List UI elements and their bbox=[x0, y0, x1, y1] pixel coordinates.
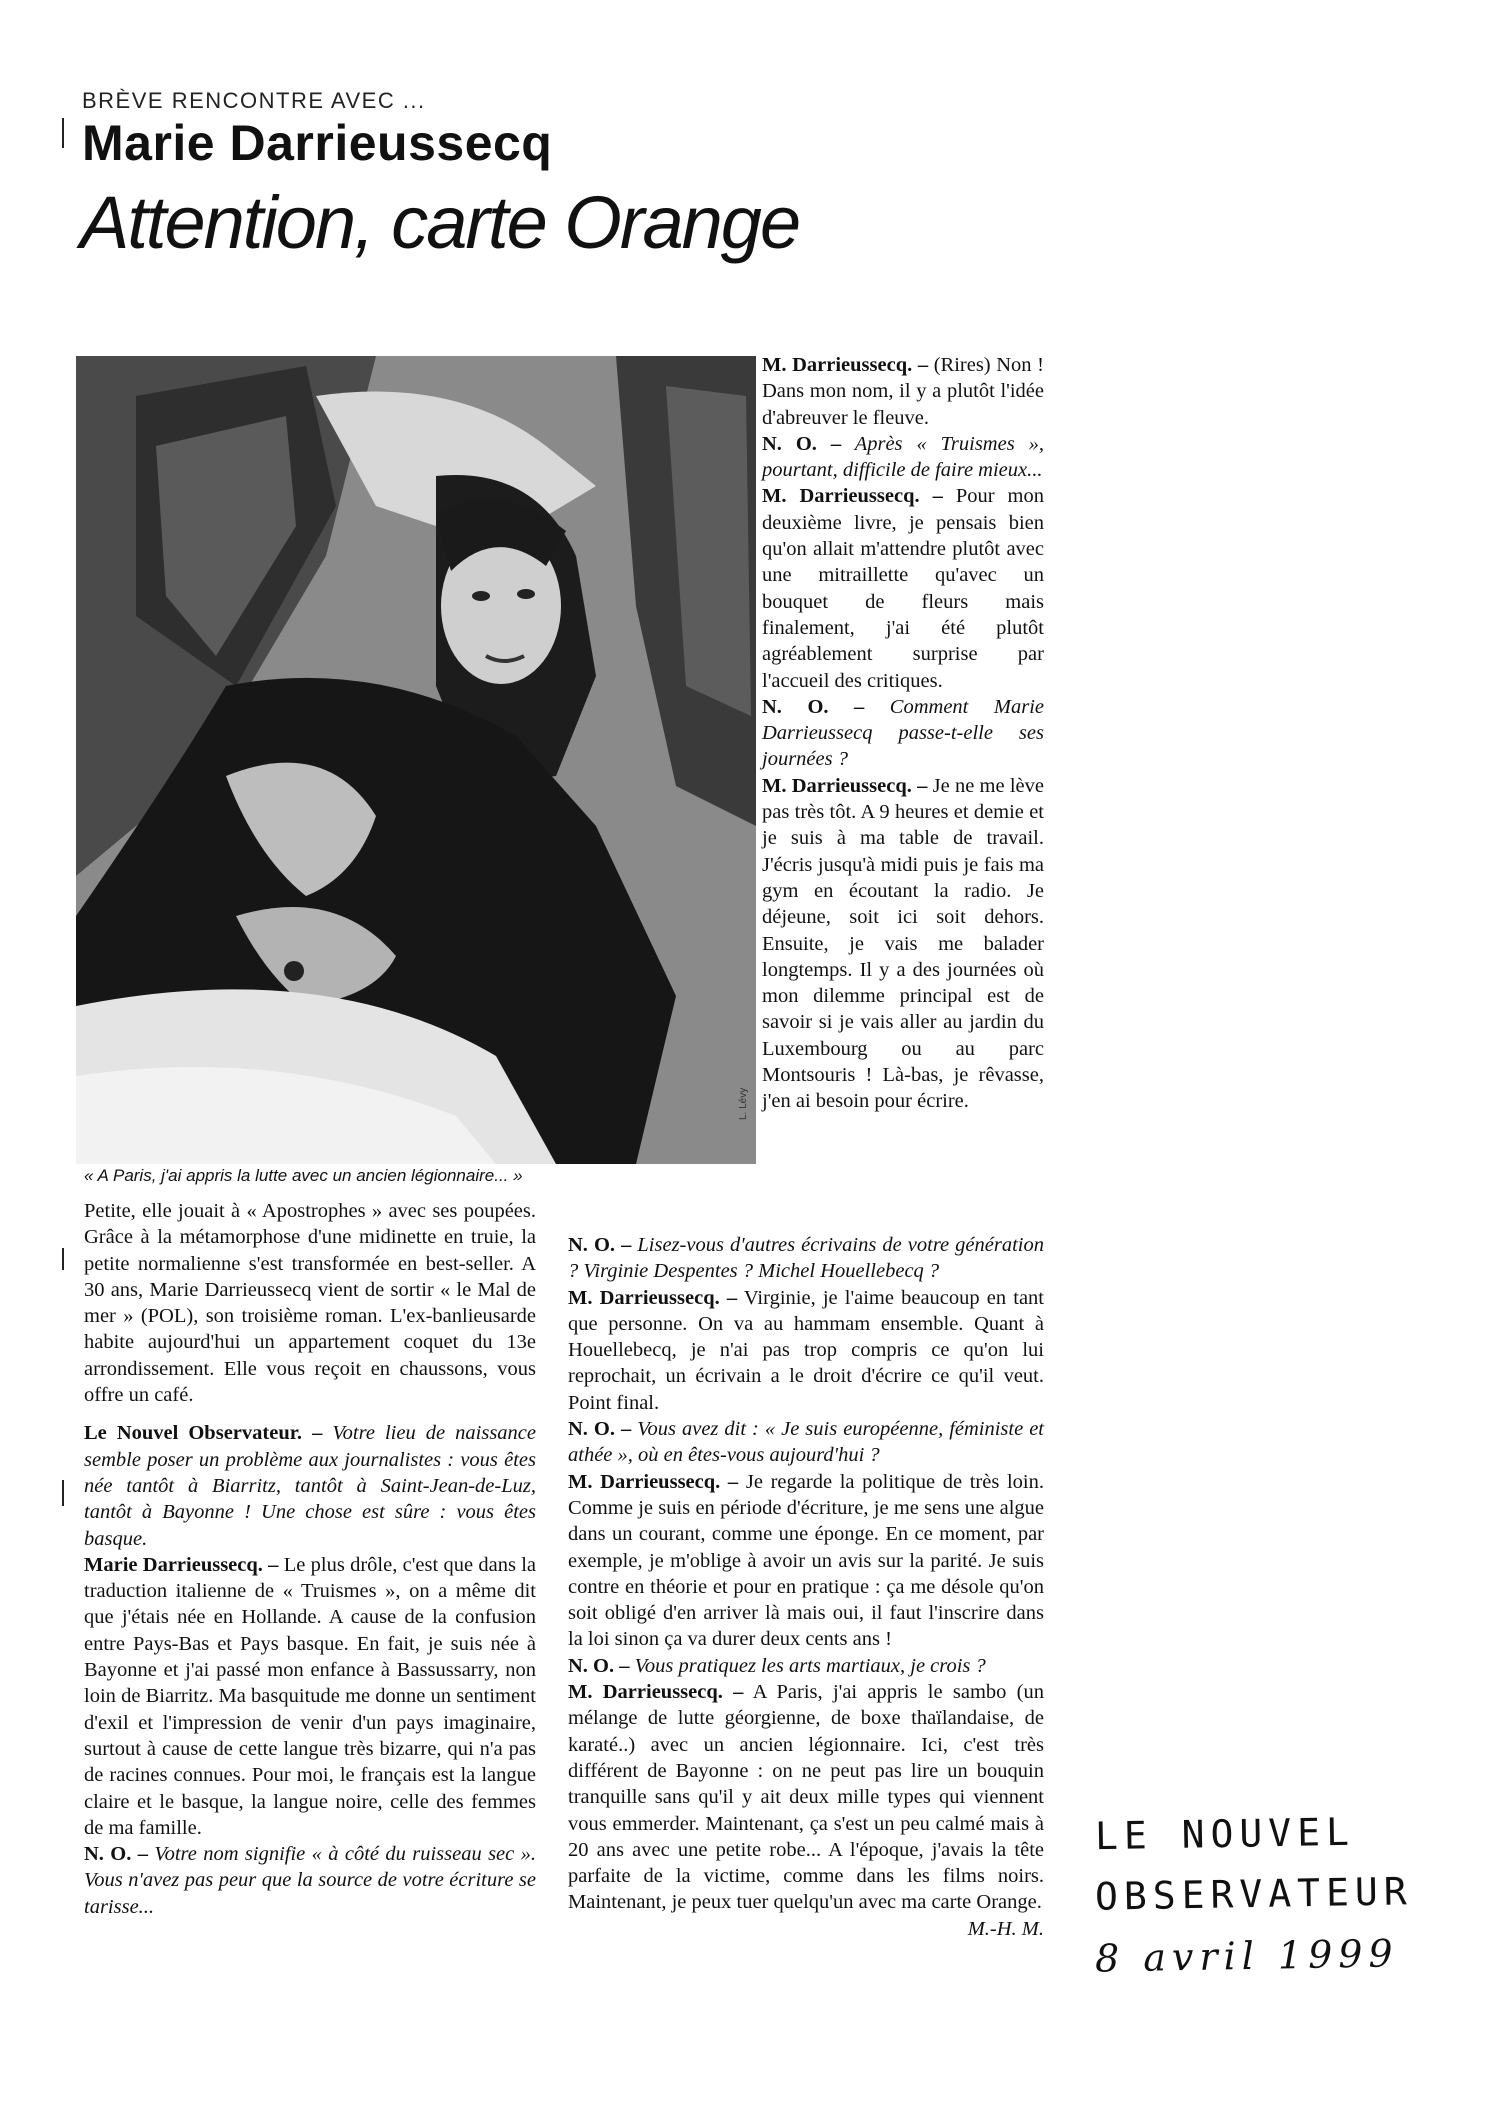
qa-paragraph: M. Darrieussecq. – Pour mon deuxième livre, je pensais bien qu'on allait m'attendre plutôt avec une mitraillette qu'avec un bouquet de fleurs mais finalement, j'ai été plutôt agréablement surprise par l'accueil des critiques. bbox=[762, 485, 1044, 692]
portrait-photo bbox=[76, 356, 756, 1164]
handwritten-date: 8 avril 1999 bbox=[1094, 1931, 1400, 1981]
left-column bbox=[84, 1198, 536, 1920]
photo-credit: L. Lévy bbox=[738, 1087, 749, 1120]
interviewee-name: Marie Darrieussecq bbox=[82, 115, 553, 171]
qa-paragraph: Marie Darrieussecq. – Le plus drôle, c'est que dans la traduction italienne de « Truismes », on a même dit que j'étais née en Hollande. A cause de la confusion entre Pays-Bas et Pays basque. En fait, je suis née à Bayonne et j'ai passé mon enfance à Bassussarry, non loin de Biarritz. Ma basquitude me donne un sentiment d'exil et l'impression de venir d'un pays imaginaire, surtout à cause de cette langue très bizarre, qui n'a pas de racines connues. Pour moi, le français est la langue claire et le basque, la langue noire, celle des femmes de ma famille. bbox=[84, 1553, 536, 1839]
qa-paragraph: M. Darrieussecq. – A Paris, j'ai appris le sambo (un mélange de lutte géorgienne, de boxe thaïlandaise, de karaté..) avec un ancien légionnaire. Ici, c'est très différent de Bayonne : on ne peut pas lire un bouquin tranquille sans qu'il y ait deux mille types qui viennent vous emmerder. Maintenant, ça s'est un peu calmé mais à 20 ans avec une petite robe... A l'époque, j'avais la tête parfaite de la victime, comme dans les films noirs. Maintenant, je peux tuer quelqu'un avec ma carte Orange. bbox=[568, 1681, 1044, 1914]
qa-paragraph: N. O. – Lisez-vous d'autres écrivains de votre génération ? Virginie Despentes ? Michel Houellebecq ? bbox=[568, 1234, 1044, 1283]
qa-paragraph: M. Darrieussecq. – Virginie, je l'aime beaucoup en tant que personne. On va au hammam ensemble. Quant à Houellebecq, je n'ai pas trop compris ce qu'on lui reprochait, un écrivain a le droit d'écrire ce qu'il veut. Point final. bbox=[568, 1286, 1044, 1414]
photo-caption: « A Paris, j'ai appris la lutte avec un ancien légionnaire... » bbox=[84, 1166, 523, 1185]
scan-margin-mark bbox=[62, 1248, 64, 1270]
qa-paragraph: N. O. – Votre nom signifie « à côté du ruisseau sec ». Vous n'avez pas peur que la source de votre écriture se tarisse... bbox=[84, 1843, 536, 1918]
qa-paragraph: M. Darrieussecq. – Je ne me lève pas très tôt. A 9 heures et demie et je suis à ma table de travail. J'écris jusqu'à midi puis je fais ma gym en écoutant la radio. Je déjeune, soit ici soit dehors. Ensuite, je vais me balader longtemps. Il y a des journées où mon dilemme principal est de savoir si je vais aller au jardin du Luxembourg ou au parc Montsouris ! Là-bas, je rêvasse, j'en ai besoin pour écrire. bbox=[762, 774, 1044, 1113]
qa-paragraph: Le Nouvel Observateur. – Votre lieu de naissance semble poser un problème aux journalistes : vous êtes née tantôt à Biarritz, tantôt à Saint-Jean-de-Luz, tantôt à Bayonne ! Une chose est sûre : vous êtes basque. bbox=[84, 1422, 536, 1550]
qa-paragraph: N. O. – Vous pratiquez les arts martiaux, je crois ? bbox=[568, 1654, 986, 1677]
handwritten-source-line1: LE NOUVEL bbox=[1094, 1809, 1356, 1859]
qa-paragraph: N. O. – Après « Truismes », pourtant, difficile de faire mieux... bbox=[762, 432, 1044, 482]
scan-margin-mark bbox=[62, 118, 64, 148]
qa-paragraph: N. O. – Vous avez dit : « Je suis européenne, féministe et athée », où en êtes-vous aujourd'hui ? bbox=[568, 1418, 1045, 1467]
qa-paragraph: M. Darrieussecq. – (Rires) Non ! Dans mon nom, il y a plutôt l'idée d'abreuver le fleuve. bbox=[762, 354, 1044, 429]
kicker: BRÈVE RENCONTRE AVEC ... bbox=[82, 88, 426, 113]
handwritten-source-line2: OBSERVATEUR bbox=[1094, 1869, 1414, 1919]
scan-margin-mark bbox=[62, 1480, 64, 1506]
middle-column bbox=[568, 1232, 1044, 1942]
signature-line bbox=[568, 1916, 1044, 1942]
headline: Attention, carte Orange bbox=[80, 181, 800, 264]
right-column bbox=[762, 352, 1044, 1115]
qa-paragraph: N. O. – Comment Marie Darrieussecq passe-t-elle ses journées ? bbox=[762, 695, 1044, 771]
intro-paragraph: Petite, elle jouait à « Apostrophes » avec ses poupées. Grâce à la métamorphose d'une midinette en truie, la petite normalienne s'est transformée en best-seller. A 30 ans, Marie Darrieussecq vient de sortir « le Mal de mer » (POL), son troisième roman. L'ex-banlieusarde habite aujourd'hui un appartement coquet du 13e arrondissement. Elle vous reçoit en chaussons, vous offre un café. bbox=[84, 1200, 536, 1407]
qa-paragraph: M. Darrieussecq. – Je regarde la politique de très loin. Comme je suis en période d'écriture, je me sens une algue dans un courant, comme une éponge. En ce moment, par exemple, je m'oblige à avoir un avis sur la parité. Je suis contre en théorie et pour en pratique : ça me désole qu'on soit obligé d'en arriver là mais oui, il faut l'inscrire dans la loi sinon ça va durer deux cents ans ! bbox=[568, 1470, 1044, 1651]
author-signature: M.-H. M. bbox=[967, 1917, 1044, 1940]
